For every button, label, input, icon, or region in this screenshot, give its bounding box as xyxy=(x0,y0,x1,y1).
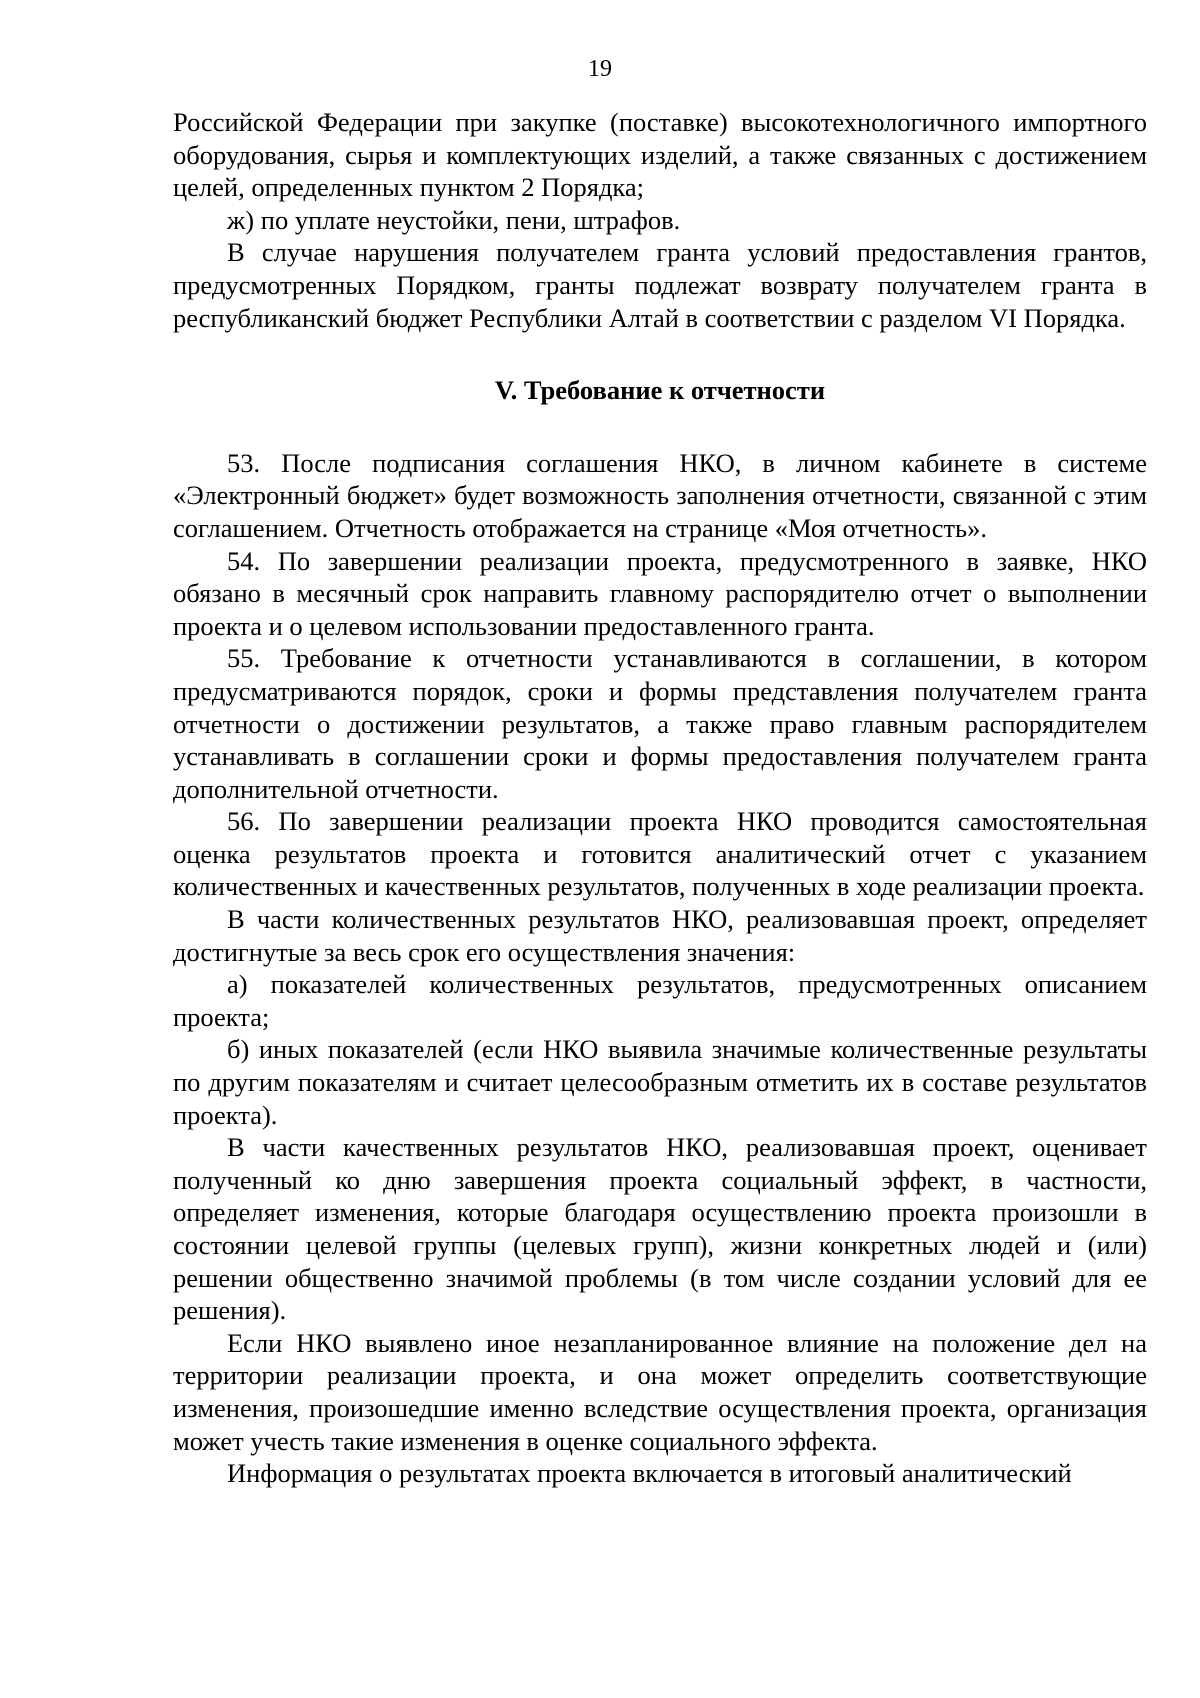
paragraphs-before-heading xyxy=(173,106,1147,334)
paragraph: 54. По завершении реализации проекта, предусмотренного в заявке, НКО обязано в месячный срок направить главному распорядителю отчет о выполнении проекта и о целевом использовании предоставленного гранта. xyxy=(173,545,1147,641)
paragraph: В части качественных результатов НКО, реализовавшая проект, оценивает полученный ко дню завершения проекта социальный эффект, в частности, определяет изменения, которые благодаря осуществлению проекта произошли в состоянии целевой группы (целевых групп), жизни конкретных людей и (или) решении общественно значимой проблемы (в том числе создании условий для ее решения). xyxy=(173,1132,1147,1326)
paragraph: В случае нарушения получателем гранта условий предоставления грантов, предусмотренных Порядком, гранты подлежат возврату получателем гранта в республиканский бюджет Республики Алтай в соответствии с разделом VI Порядка. xyxy=(173,237,1147,333)
page-number: 19 xyxy=(588,56,612,82)
paragraphs-after-heading xyxy=(173,447,1147,1490)
document-body xyxy=(173,106,1147,1490)
section-heading: V. Требование к отчетности xyxy=(494,375,826,406)
paragraph: Если НКО выявлено иное незапланированное влияние на положение дел на территории реализации проекта, и она может определить соответствующие изменения, произошедшие именно вследствие осуществления проекта, организация может учесть такие изменения в оценке социального эффекта. xyxy=(173,1327,1147,1456)
paragraph: а) показателей количественных результатов, предусмотренных описанием проекта; xyxy=(173,969,1147,1032)
paragraph: ж) по уплате неустойки, пени, штрафов. xyxy=(227,204,681,235)
paragraph: 55. Требование к отчетности устанавливаются в соглашении, в котором предусматриваются порядок, сроки и формы представления получателем гранта отчетности о достижении результатов, а также право главным распорядителем устанавливать в соглашении сроки и формы предоставления получателем гранта дополнительной отчетности. xyxy=(173,643,1147,804)
paragraph: 53. После подписания соглашения НКО, в личном кабинете в системе «Электронный бюджет» будет возможность заполнения отчетности, связанной с этим соглашением. Отчетность отображается на странице «Моя отчетность». xyxy=(173,447,1147,543)
paragraph: 56. По завершении реализации проекта НКО проводится самостоятельная оценка результатов проекта и готовится аналитический отчет с указанием количественных и качественных результатов, полученных в ходе реализации проекта. xyxy=(173,806,1147,902)
paragraph: В части количественных результатов НКО, реализовавшая проект, определяет достигнутые за весь срок его осуществления значения: xyxy=(173,904,1147,967)
paragraph: Информация о результатах проекта включается в итоговый аналитический xyxy=(227,1458,1072,1489)
paragraph: Российской Федерации при закупке (поставке) высокотехнологичного импортного оборудования, сырья и комплектующих изделий, а также связанных с достижением целей, определенных пунктом 2 Порядка; xyxy=(173,107,1147,203)
paragraph: б) иных показателей (если НКО выявила значимые количественные результаты по другим показателям и считает целесообразным отметить их в составе результатов проекта). xyxy=(173,1034,1147,1130)
